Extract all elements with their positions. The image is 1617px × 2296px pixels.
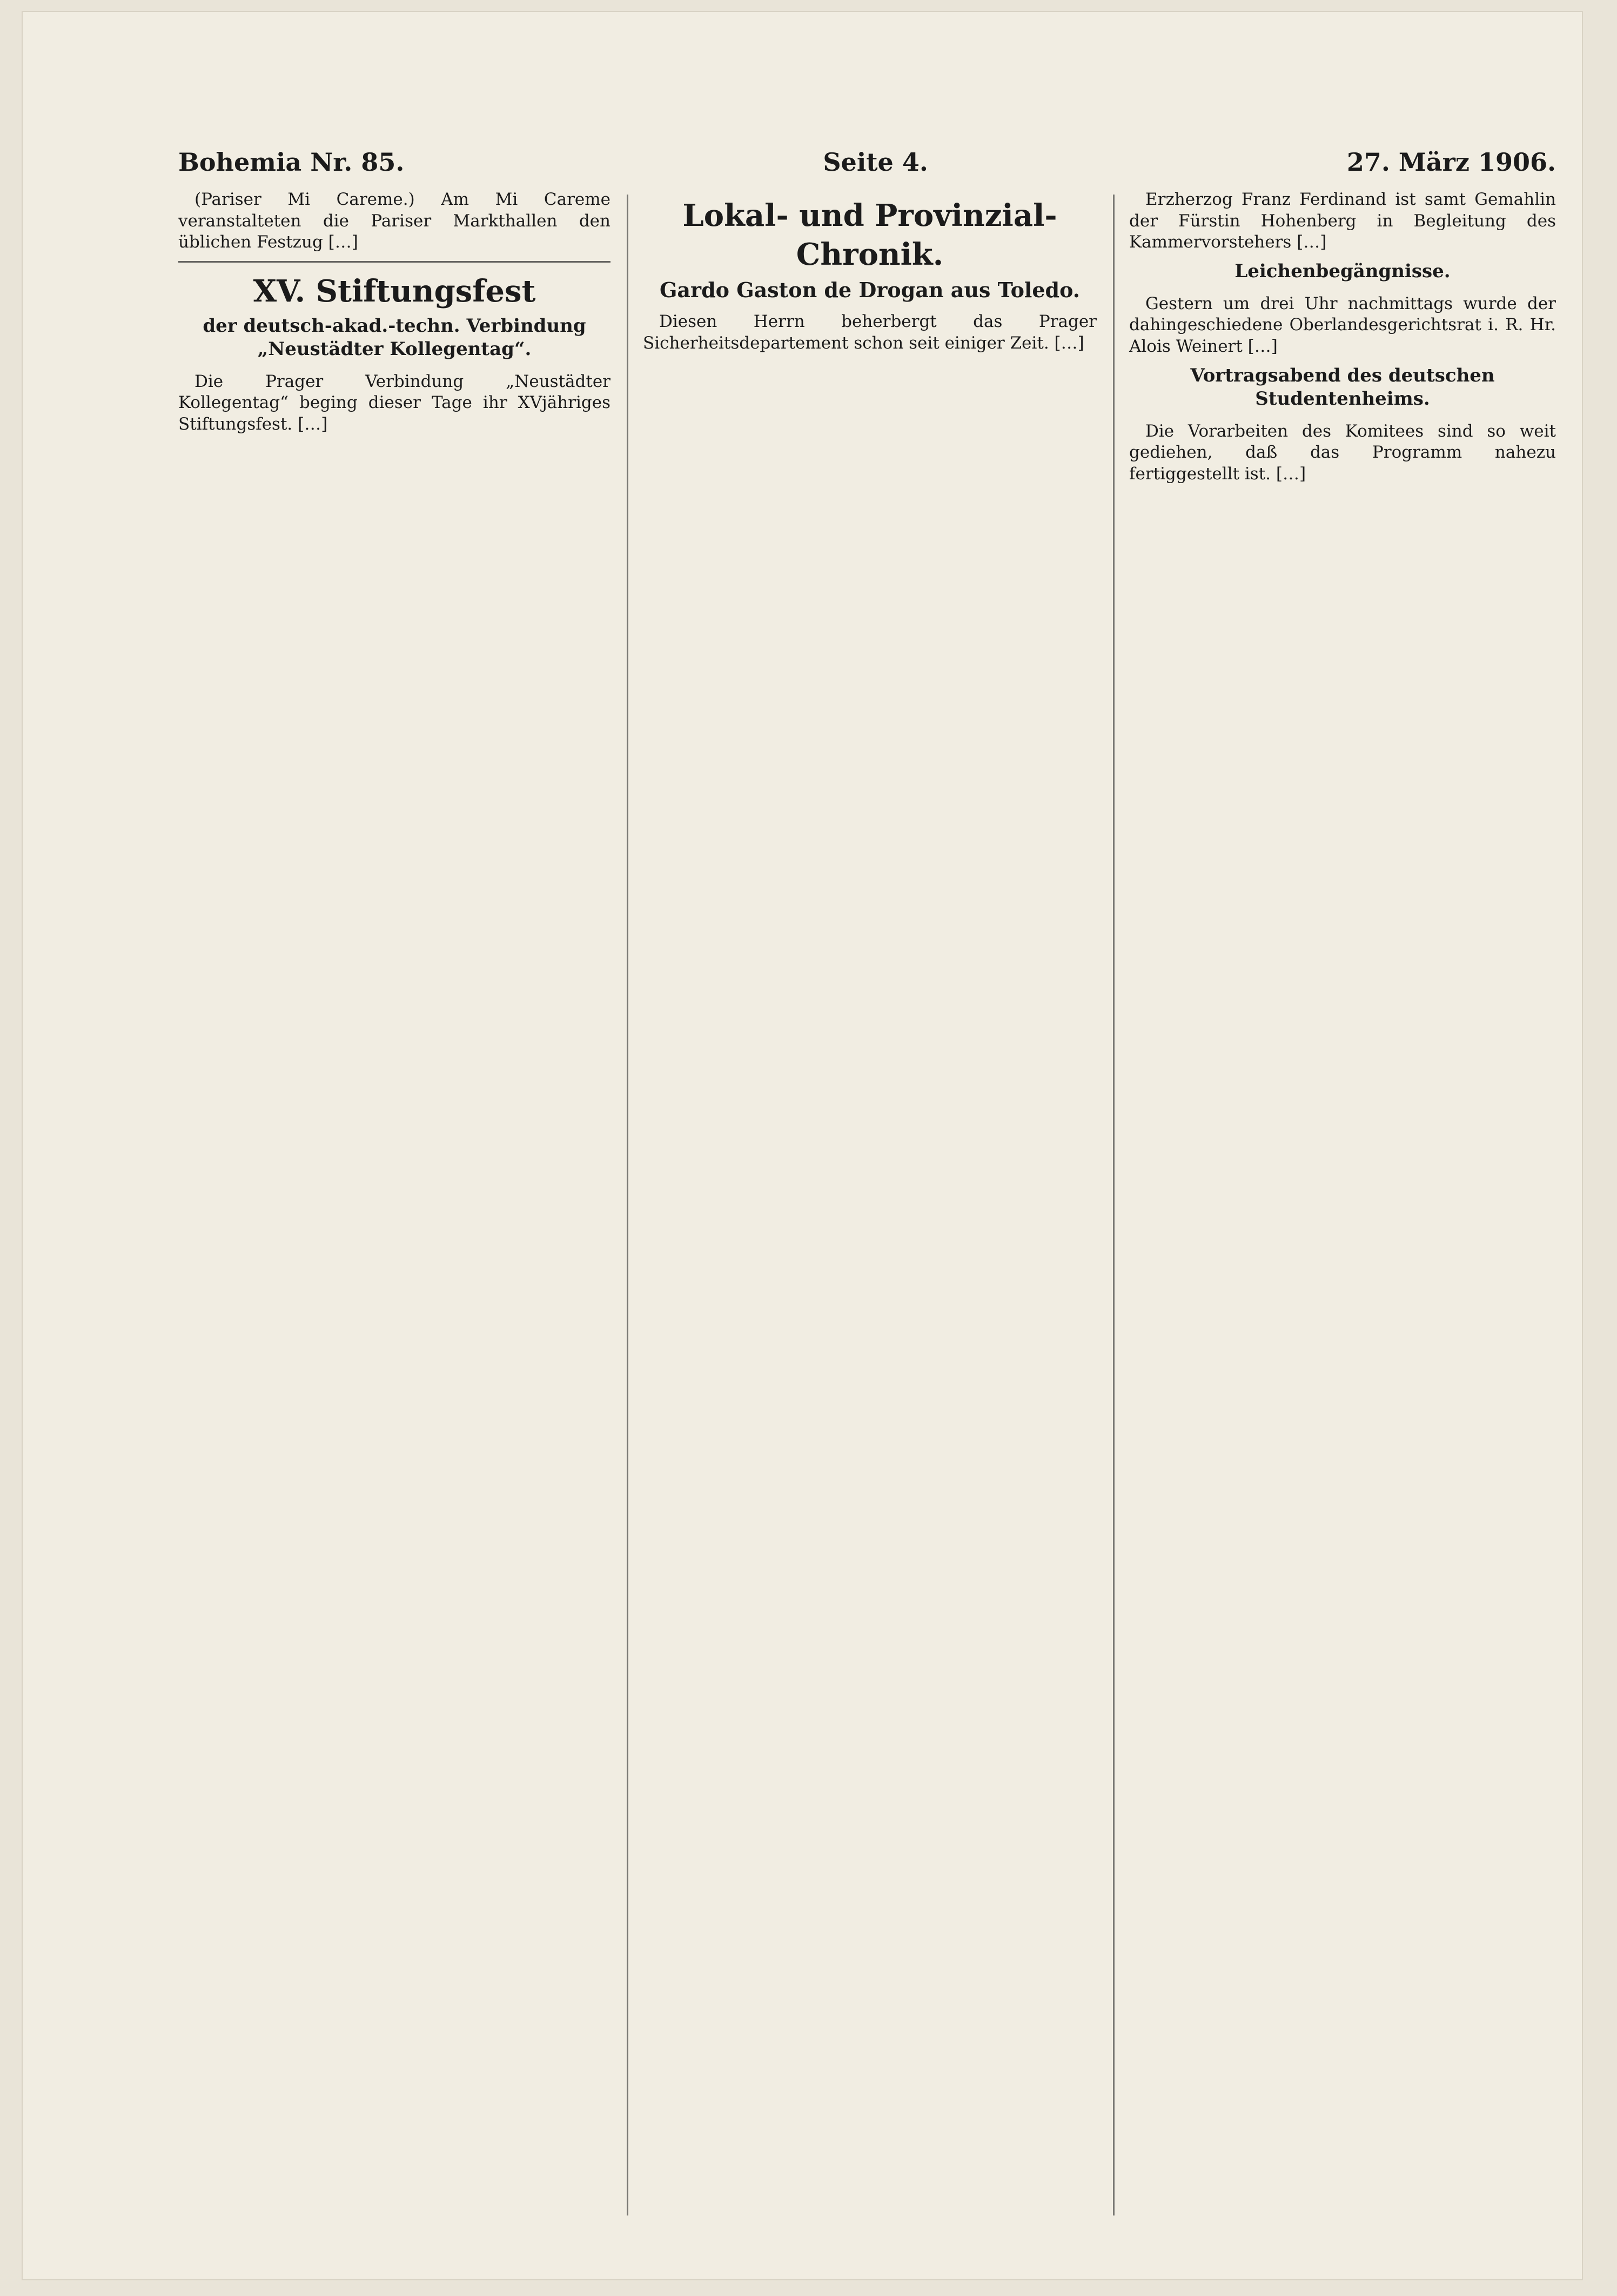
divider: [178, 261, 610, 263]
newspaper-page: [22, 11, 1583, 2280]
subhead: der deutsch-akad.-techn. Verbindung „Neustädter Kollegentag“.: [203, 314, 586, 360]
headline: XV. Stiftungsfest: [253, 273, 536, 310]
item-1: Erzherzog Franz Ferdinand ist samt Gemahlin der Fürstin Hohenberg in Begleitung des Kammervorstehers […]: [1129, 190, 1556, 252]
column-1: [178, 189, 610, 2232]
item-3-title: Vortragsabend des deutschen Studentenheims.: [1190, 364, 1495, 410]
column-2: [643, 189, 1097, 2232]
item-2-title: Leichenbegängnisse.: [1234, 260, 1451, 283]
column-3: [1129, 189, 1556, 2232]
column-rule-2: [1113, 195, 1115, 2215]
section-title: Lokal- und Provinzial-Chronik.: [682, 198, 1057, 272]
header-center: Seite 4.: [823, 148, 928, 177]
header-right: 27. März 1906.: [1346, 148, 1556, 177]
page-header: [178, 146, 1556, 178]
article-body: Die Prager Verbindung „Neustädter Kollegentag“ beging dieser Tage ihr XVjähriges Stiftungsfest. […]: [178, 371, 610, 434]
article-body: Diesen Herrn beherbergt das Prager Sicherheitsdepartement schon seit einiger Zeit. […]: [643, 311, 1097, 353]
columns: [178, 189, 1556, 2232]
header-left: Bohemia Nr. 85.: [178, 148, 405, 177]
column-rule-1: [627, 195, 628, 2215]
item-3: Die Vorarbeiten des Komitees sind so weit gediehen, daß das Programm nahezu fertiggestellt ist. […]: [1129, 421, 1556, 484]
item-2: Gestern um drei Uhr nachmittags wurde der dahingeschiedene Oberlandesgerichtsrat i. R. Hr. Alois Weinert […]: [1129, 293, 1556, 356]
lead-item: (Pariser Mi Careme.) Am Mi Careme veranstalteten die Pariser Markthallen den üblichen Festzug […]: [178, 190, 610, 252]
headline: Gardo Gaston de Drogan aus Toledo.: [659, 278, 1081, 303]
